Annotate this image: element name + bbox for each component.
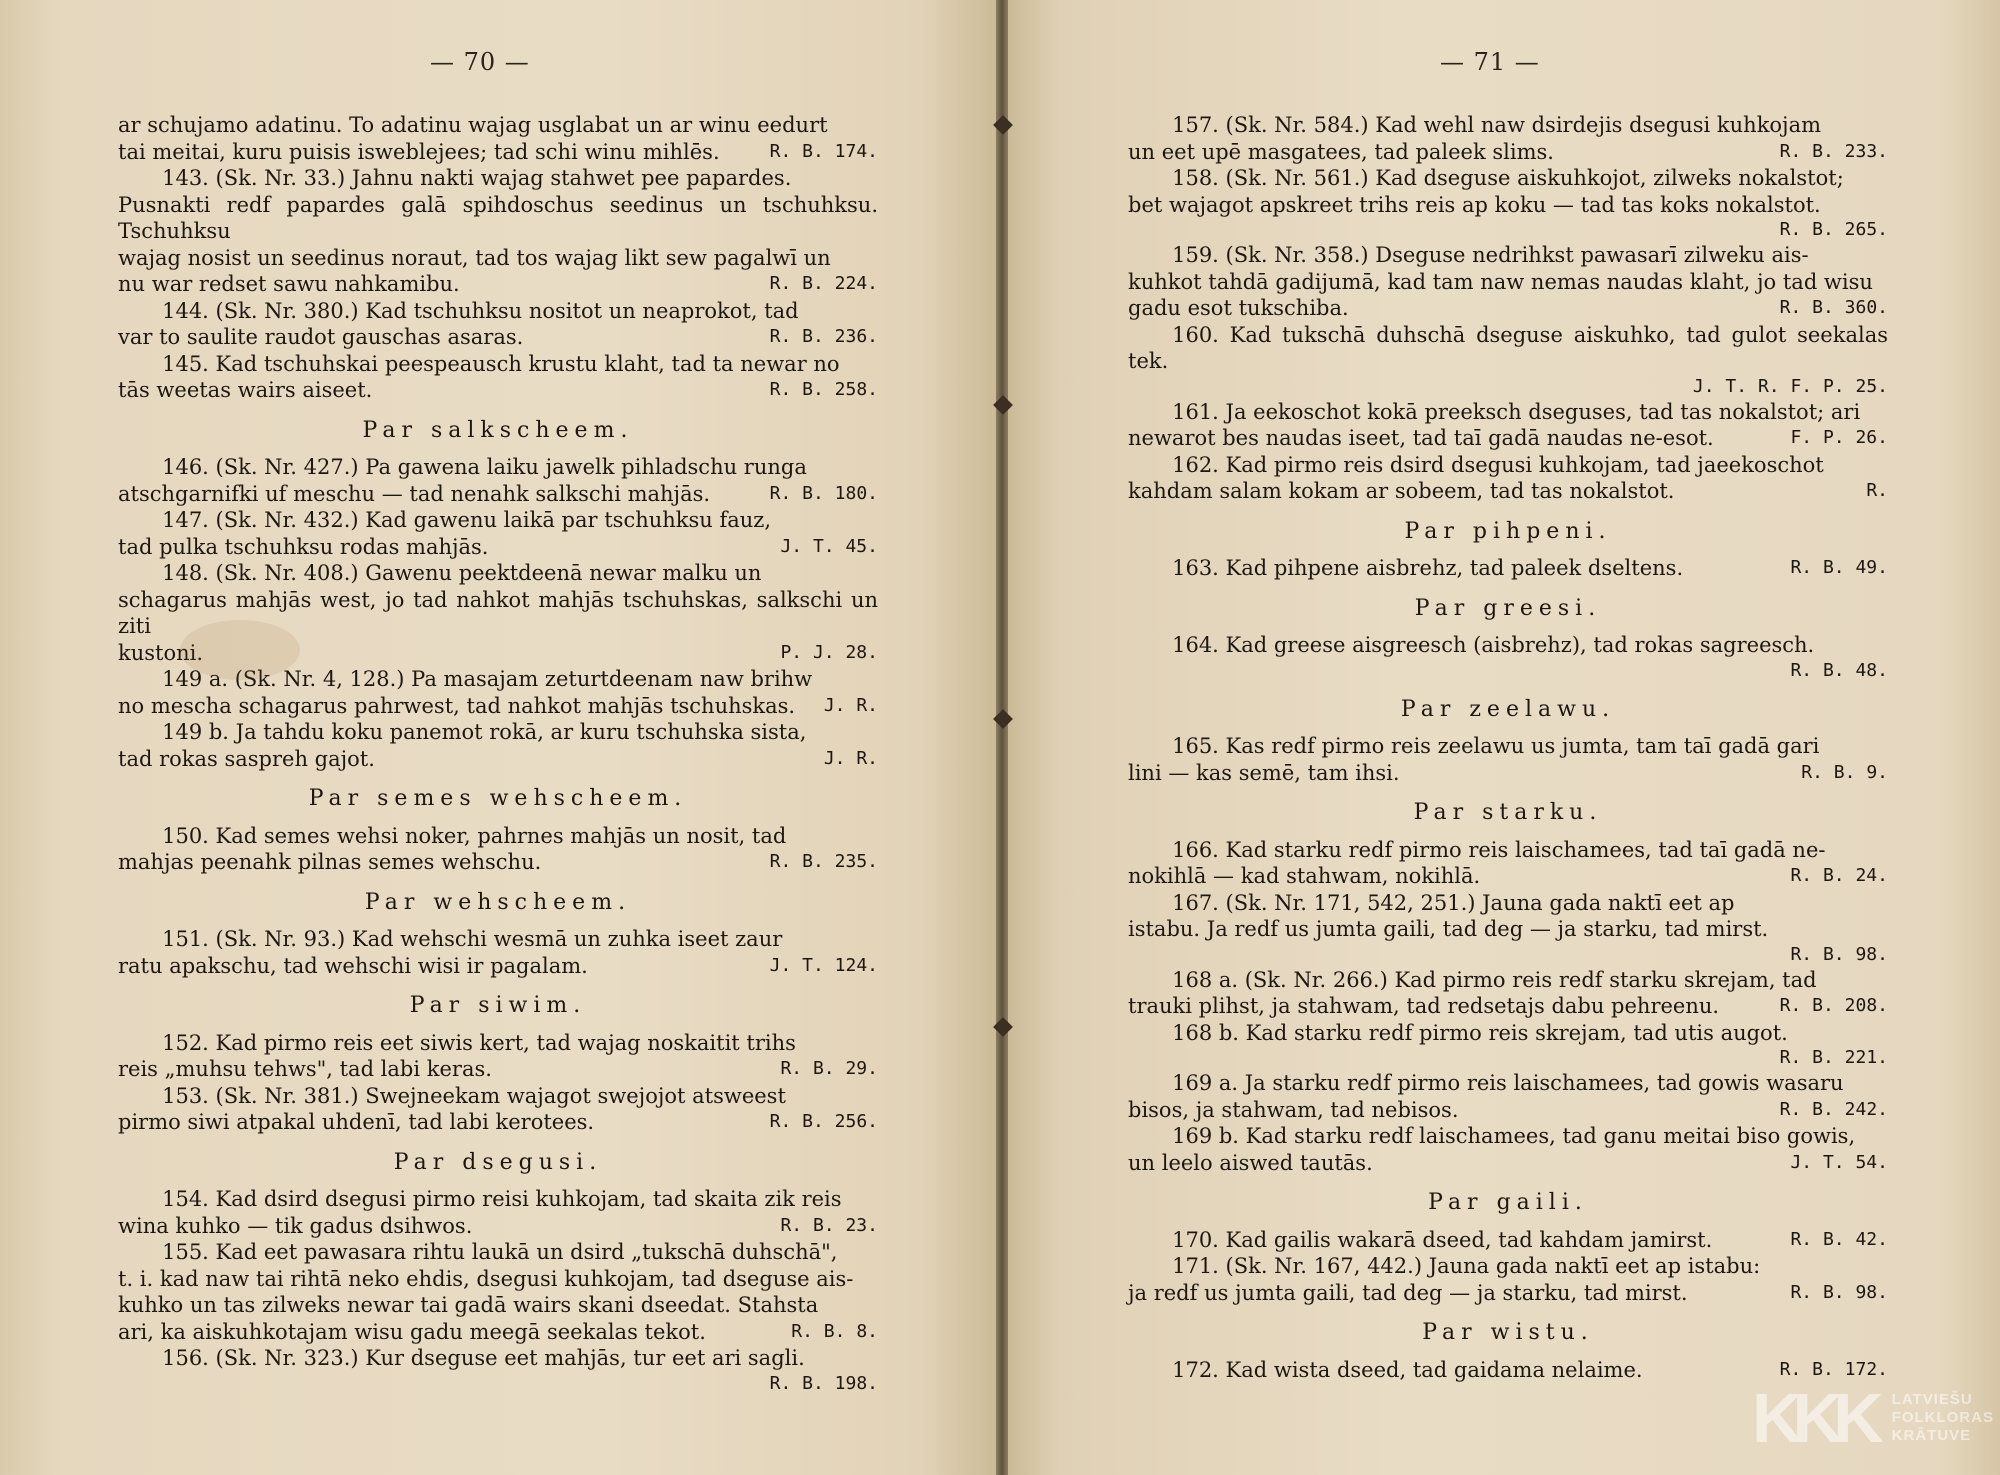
line-text: 162. Kad pirmo reis dsird dsegusi kuhkojam, tad jaeekoschot [1172, 452, 1824, 477]
line-text: 169 b. Kad starku redf laischamees, tad ganu meitai biso gowis, [1172, 1124, 1856, 1148]
line-text: ratu apakschu, tad wehschi wisi ir pagalam. [118, 953, 588, 978]
line-text: wajag nosist un seedinus noraut, tad tos wajag likt sew pagalwī un [118, 245, 831, 270]
entry-start [1128, 890, 1888, 917]
text-line [1128, 916, 1888, 943]
line-text: 170. Kad gailis wakarā dseed, tad kahdam jamirst. [1172, 1227, 1713, 1252]
entry-start [118, 560, 878, 587]
line-text: 172. Kad wista dseed, tad gaidama nelaime. [1172, 1357, 1643, 1382]
source-reference: J. T. 124. [769, 954, 878, 976]
line-text: gadu esot tukschiba. [1128, 296, 1349, 320]
line-text: un leelo aiswed tautās. [1128, 1150, 1373, 1175]
text-line [1128, 192, 1888, 219]
section-heading: Par starku. [1413, 800, 1603, 825]
line-text: 143. (Sk. Nr. 33.) Jahnu nakti wajag stahwet pee papardes. [162, 166, 792, 190]
source-reference: R. B. 242. [1779, 1098, 1888, 1120]
text-line [1128, 295, 1888, 322]
entry-start [1128, 1020, 1888, 1047]
line-text: wina kuhko — tik gadus dsihwos. [118, 1213, 473, 1238]
entry-start [118, 1083, 878, 1110]
line-text: nu war redset sawu nahkamibu. [118, 272, 460, 296]
source-reference: R. B. 42. [1790, 1228, 1888, 1250]
text-line [1128, 1280, 1888, 1307]
line-text: 153. (Sk. Nr. 381.) Swejneekam wajagot swejojot atsweest [162, 1083, 786, 1108]
text-line [118, 640, 878, 667]
section-heading: Par semes wehscheem. [308, 786, 688, 811]
line-text: kuhkot tahdā gadijumā, kad tam naw nemas naudas klaht, jo tad wisu [1128, 269, 1873, 294]
source-reference: R. B. 49. [1790, 557, 1888, 578]
entry-start [118, 1345, 878, 1372]
text-line [118, 1056, 878, 1083]
line-text: ja redf us jumta gaili, tad deg — ja starku, tad mirst. [1128, 1280, 1688, 1305]
entry-start [118, 1030, 878, 1057]
text-line [118, 693, 878, 720]
watermark-line: LATVIEŠU [1891, 1390, 1973, 1408]
line-text: ar schujamo adatinu. To adatinu wajag usglabat un ar winu eedurt [118, 113, 828, 137]
entry-start [1128, 242, 1888, 269]
source-reference: J. R. [823, 747, 878, 769]
line-text: 152. Kad pirmo reis eet siwis kert, tad wajag noskaitit trihs [162, 1030, 796, 1055]
text-line [1128, 1150, 1888, 1177]
line-text: 159. (Sk. Nr. 358.) Dseguse nedrihkst pawasarī zilweku ais- [1172, 243, 1809, 267]
entry-start [118, 719, 878, 746]
text-line [118, 849, 878, 876]
text-line [118, 1319, 878, 1346]
source-reference: R. B. 208. [1779, 995, 1888, 1016]
line-text: ari, ka aiskuhkotajam wisu gadu meegā seekalas tekot. [118, 1319, 706, 1344]
line-text: 149 b. Ja tahdu koku panemot rokā, ar kuru tschuhska sista, [162, 720, 807, 744]
entry-start [1128, 733, 1888, 760]
source-reference: R. B. 23. [780, 1214, 878, 1236]
line-text: tad rokas saspreh gajot. [118, 746, 375, 771]
line-text: 155. Kad eet pawasara rihtu laukā un dsird „tukschā duhschā", [162, 1240, 838, 1264]
text-line [1128, 993, 1888, 1020]
entry-start [1128, 1123, 1888, 1150]
section-heading: Par wistu. [1422, 1320, 1594, 1345]
text-line [1128, 425, 1888, 452]
text-line [118, 1292, 878, 1319]
line-text: 147. (Sk. Nr. 432.) Kad gawenu laikā par tschuhksu fauz, [162, 508, 772, 532]
text-line [118, 271, 878, 298]
watermark-line: KRĀTUVE [1891, 1426, 1972, 1444]
line-text: tai meitai, kuru puisis isweblejees; tad schi winu mihlēs. [118, 139, 720, 164]
entry-start [1128, 1070, 1888, 1097]
line-text: un eet upē masgatees, tad paleek slims. [1128, 139, 1554, 164]
text-line [118, 324, 878, 351]
line-text: 148. (Sk. Nr. 408.) Gawenu peektdeenā newar malku un [162, 561, 762, 585]
source-reference: R. B. 233. [1779, 140, 1888, 162]
line-text: 156. (Sk. Nr. 323.) Kur dseguse eet mahjās, tur eet ari sagli. [162, 1346, 805, 1370]
entry-start [1128, 165, 1888, 192]
source-reference: R. B. 174. [769, 140, 878, 162]
line-text: nokihlā — kad stahwam, nokihlā. [1128, 864, 1481, 888]
line-text: 145. Kad tschuhskai peespeausch krustu klaht, tad ta newar no [162, 351, 840, 376]
text-line [1128, 1097, 1888, 1124]
text-line [1128, 863, 1888, 890]
source-reference: R. B. 360. [1779, 297, 1888, 318]
section-heading: Par dsegusi. [393, 1149, 603, 1175]
entry-start [1128, 112, 1888, 139]
book-gutter [996, 0, 1008, 1475]
source-reference: R. B. 198. [769, 1372, 878, 1394]
entry-start [118, 165, 878, 192]
line-text: bisos, ja stahwam, tad nebisos. [1128, 1097, 1459, 1122]
text-line [118, 746, 878, 773]
line-text: lini — kas semē, tam ihsi. [1128, 760, 1400, 785]
line-text: istabu. Ja redf us jumta gaili, tad deg — ja starku, tad mirst. [1128, 917, 1769, 941]
line-text: 144. (Sk. Nr. 380.) Kad tschuhksu nositot un neaprokot, tad [162, 298, 799, 323]
line-text: 165. Kas redf pirmo reis zeelawu us jumta, tam taī gadā gari [1172, 734, 1820, 758]
line-text: no mescha schagarus pahrwest, tad nahkot mahjās tschuhskas. [118, 693, 796, 718]
line-text: 168 b. Kad starku redf pirmo reis skrejam, tad utis augot. [1172, 1020, 1788, 1045]
line-text: 164. Kad greese aisgreesch (aisbrehz), tad rokas sagreesch. [1172, 633, 1815, 657]
text-line [1128, 760, 1888, 787]
entry-start [118, 926, 878, 953]
page-number-right: — 71 — [1440, 48, 1540, 76]
entry-start [1128, 322, 1888, 375]
text-line [1128, 478, 1888, 505]
entry-start [1128, 837, 1888, 864]
line-text: t. i. kad naw tai rihtā neko ehdis, dsegusi kuhkojam, tad dseguse ais- [118, 1266, 854, 1291]
line-text: reis „muhsu tehws", tad labi keras. [118, 1057, 492, 1081]
line-text: 149 a. (Sk. Nr. 4, 128.) Pa masajam zeturtdeenam naw brihw [162, 667, 813, 691]
line-text: 150. Kad semes wehsi noker, pahrnes mahjās un nosit, tad [162, 823, 787, 848]
entry-start [118, 298, 878, 325]
text-line [118, 1266, 878, 1293]
source-reference: R. B. 172. [1779, 1358, 1888, 1380]
source-reference: J. T. 45. [780, 535, 878, 557]
entry-start [118, 1239, 878, 1266]
watermark-logo-icon: KKK [1752, 1378, 1874, 1457]
text-line [118, 1109, 878, 1136]
entry-start [1128, 632, 1888, 659]
source-reference: R. B. 221. [1779, 1047, 1888, 1068]
text-line [118, 1213, 878, 1240]
line-text: tad pulka tschuhksu rodas mahjās. [118, 534, 489, 559]
line-text: kahdam salam kokam ar sobeem, tad tas nokalstot. [1128, 479, 1675, 503]
entry-start [1128, 1253, 1888, 1280]
section-heading: Par siwim. [409, 993, 587, 1018]
source-reference: R. B. 98. [1790, 943, 1888, 965]
text-line [118, 112, 878, 139]
line-text: newarot bes naudas iseet, tad taī gadā naudas ne-esot. [1128, 426, 1714, 450]
line-text: kustoni. [118, 640, 204, 665]
line-text: 151. (Sk. Nr. 93.) Kad wehschi wesmā un zuhka iseet zaur [162, 927, 783, 951]
source-reference: R. B. 256. [769, 1111, 878, 1132]
text-line [118, 587, 878, 640]
entry-start [118, 666, 878, 693]
watermark-text [1892, 1391, 1994, 1445]
source-reference: R. B. 224. [769, 273, 878, 294]
text-line [118, 377, 878, 404]
right-page [1000, 0, 2000, 1475]
source-reference: R. B. 180. [769, 482, 878, 504]
text-line [118, 139, 878, 166]
line-text: atschgarnifki uf meschu — tad nenahk salkschi mahjās. [118, 481, 711, 506]
source-reference: R. B. 265. [1779, 219, 1888, 240]
entry-start [1128, 399, 1888, 426]
line-text: 171. (Sk. Nr. 167, 442.) Jauna gada naktī eet ap istabu: [1172, 1254, 1761, 1278]
section-heading: Par zeelawu. [1400, 696, 1616, 722]
source-reference: P. J. 28. [780, 641, 878, 663]
entry-start [1128, 555, 1888, 582]
source-reference: R. B. 98. [1790, 1281, 1888, 1303]
line-text: 160. Kad tukschā duhschā dseguse aiskuhko, tad gulot seekalas tek. [1128, 322, 1888, 373]
source-reference: J. T. 54. [1790, 1151, 1888, 1173]
archive-watermark [1752, 1370, 1994, 1465]
line-text: 163. Kad pihpene aisbrehz, tad paleek dseltens. [1172, 556, 1684, 580]
section-heading: Par wehscheem. [364, 889, 632, 915]
entry-start [118, 1186, 878, 1213]
entry-start [118, 507, 878, 534]
source-reference: R. B. 9. [1801, 761, 1888, 783]
line-text: 146. (Sk. Nr. 427.) Pa gawena laiku jawelk pihladschu runga [162, 455, 807, 479]
entry-start [1128, 452, 1888, 479]
line-text: 169 a. Ja starku redf pirmo reis laischamees, tad gowis wasaru [1172, 1071, 1844, 1095]
line-text: pirmo siwi atpakal uhdenī, tad labi kerotees. [118, 1110, 595, 1134]
line-text: var to saulite raudot gauschas asaras. [118, 325, 524, 349]
line-text: tās weetas wairs aiseet. [118, 378, 373, 402]
text-line [118, 245, 878, 272]
right-text-block [1128, 112, 1888, 1383]
section-heading: Par salkscheem. [362, 417, 634, 443]
page-number-left: — 70 — [430, 48, 530, 76]
source-reference: R. [1866, 480, 1888, 501]
line-text: 168 a. (Sk. Nr. 266.) Kad pirmo reis redf starku skrejam, tad [1172, 967, 1817, 992]
source-reference: R. B. 235. [769, 851, 878, 872]
line-text: schagarus mahjās west, jo tad nahkot mahjās tschuhskas, salkschi un ziti [118, 587, 878, 638]
source-reference: J. R. [823, 694, 878, 716]
line-text: 157. (Sk. Nr. 584.) Kad wehl naw dsirdejis dsegusi kuhkojam [1172, 113, 1822, 137]
line-text: Pusnakti redf papardes galā spihdoschus seedinus un tschuhksu. Tschuhksu [118, 192, 878, 243]
left-text-block [118, 112, 878, 1396]
line-text: bet wajagot apskreet trihs reis ap koku — tad tas koks nokalstot. [1128, 192, 1821, 217]
source-reference: J. T. R. F. P. 25. [1692, 375, 1888, 397]
source-reference: R. B. 8. [791, 1320, 878, 1342]
text-line [118, 534, 878, 561]
text-line [1128, 269, 1888, 296]
source-reference: R. B. 48. [1790, 659, 1888, 681]
source-reference: R. B. 29. [780, 1058, 878, 1079]
section-heading: Par pihpeni. [1404, 518, 1612, 544]
section-heading: Par gaili. [1428, 1190, 1588, 1215]
source-reference: R. B. 236. [769, 326, 878, 347]
line-text: kuhko un tas zilweks newar tai gadā wairs skani dseedat. Stahsta [118, 1293, 819, 1317]
entry-start [118, 823, 878, 850]
line-text: 161. Ja eekoschot kokā preeksch dseguses, tad tas nokalstot; ari [1172, 399, 1861, 424]
section-heading: Par greesi. [1414, 595, 1602, 621]
entry-start [118, 454, 878, 481]
entry-start [1128, 1227, 1888, 1254]
entry-start [1128, 967, 1888, 994]
line-text: mahjas peenahk pilnas semes wehschu. [118, 850, 542, 874]
text-line [118, 192, 878, 245]
text-line [118, 481, 878, 508]
line-text: 166. Kad starku redf pirmo reis laischamees, tad taī gadā ne- [1172, 837, 1826, 862]
source-reference: F. P. 26. [1790, 427, 1888, 448]
source-reference: R. B. 24. [1790, 865, 1888, 886]
line-text: trauki plihst, ja stahwam, tad redsetajs dabu pehreenu. [1128, 994, 1720, 1018]
text-line [118, 953, 878, 980]
entry-start [118, 351, 878, 378]
text-line [1128, 139, 1888, 166]
line-text: 158. (Sk. Nr. 561.) Kad dseguse aiskuhkojot, zilweks nokalstot; [1172, 166, 1844, 190]
watermark-line: FOLKLORAS [1891, 1408, 1994, 1426]
line-text: 167. (Sk. Nr. 171, 542, 251.) Jauna gada naktī eet ap [1172, 890, 1735, 915]
source-reference: R. B. 258. [769, 379, 878, 400]
line-text: 154. Kad dsird dsegusi pirmo reisi kuhkojam, tad skaita zik reis [162, 1187, 842, 1211]
